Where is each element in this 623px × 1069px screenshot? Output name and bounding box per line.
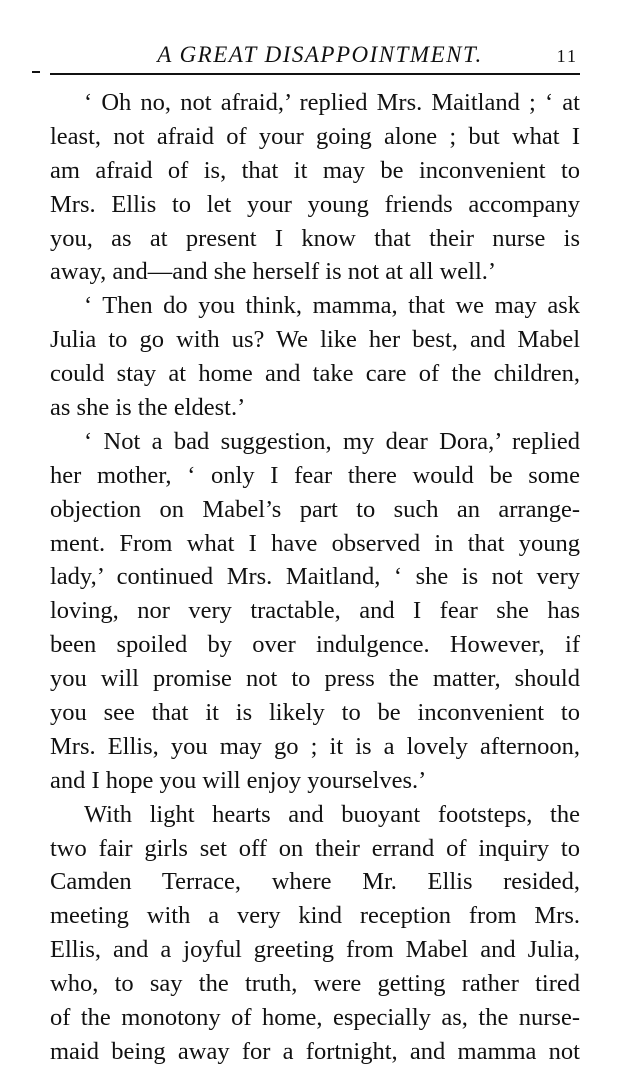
text-line: Ellis, and a joyful greeting from Mabel and Julia, — [50, 936, 580, 964]
running-title: A GREAT DISAPPOINTMENT. — [157, 42, 483, 67]
text-line: her mother, ‘ only I fear there would be some — [50, 461, 580, 489]
text-line: objection on Mabel’s part to such an arrange- — [50, 495, 580, 523]
header-rule — [50, 73, 580, 75]
text-line: lady,’ continued Mrs. Maitland, ‘ she is not very — [50, 563, 580, 591]
text-line: who, to say the truth, were getting rather tired — [50, 970, 580, 998]
text-line: meeting with a very kind reception from Mrs. — [50, 902, 580, 930]
text-line: you, as at present I know that their nurse is — [50, 224, 580, 252]
text-line: ‘ Not a bad suggestion, my dear Dora,’ replied — [84, 427, 580, 455]
text-line: two fair girls set off on their errand of inquiry to — [50, 834, 580, 862]
text-line: am afraid of is, that it may be inconvenient to — [50, 156, 580, 184]
text-line: maid being away for a fortnight, and mamma not — [50, 1037, 580, 1065]
text-line: With light hearts and buoyant footsteps, the — [84, 800, 580, 828]
text-line: of the monotony of home, especially as, the nurse- — [50, 1004, 580, 1032]
text-line: loving, nor very tractable, and I fear she has — [50, 597, 580, 625]
text-line: and I hope you will enjoy yourselves.’ — [50, 766, 427, 794]
text-line: could stay at home and take care of the children, — [50, 360, 580, 388]
text-line: Mrs. Ellis, you may go ; it is a lovely afternoon, — [50, 732, 580, 760]
text-line: you will promise not to press the matter, should — [50, 665, 580, 693]
body-text — [50, 86, 580, 1069]
text-line: ‘ Then do you think, mamma, that we may ask — [84, 292, 580, 320]
page-number: 11 — [556, 46, 578, 66]
text-line: ‘ Oh no, not afraid,’ replied Mrs. Maitland ; ‘ at — [84, 89, 580, 116]
text-line: as she is the eldest.’ — [50, 394, 246, 422]
text-line: least, not afraid of your going alone ; but what I — [50, 122, 580, 150]
text-line: been spoiled by over indulgence. However, if — [50, 631, 580, 659]
text-line: Julia to go with us? We like her best, and Mabel — [50, 326, 580, 354]
text-line: Mrs. Ellis to let your young friends accompany — [50, 190, 580, 218]
margin-mark — [32, 71, 40, 73]
text-line: you see that it is likely to be inconvenient to — [50, 699, 580, 727]
page-header — [50, 40, 580, 70]
text-line: ment. From what I have observed in that young — [50, 529, 580, 557]
text-line: away, and—and she herself is not at all well.’ — [50, 258, 497, 286]
text-line: Camden Terrace, where Mr. Ellis resided, — [50, 868, 580, 896]
